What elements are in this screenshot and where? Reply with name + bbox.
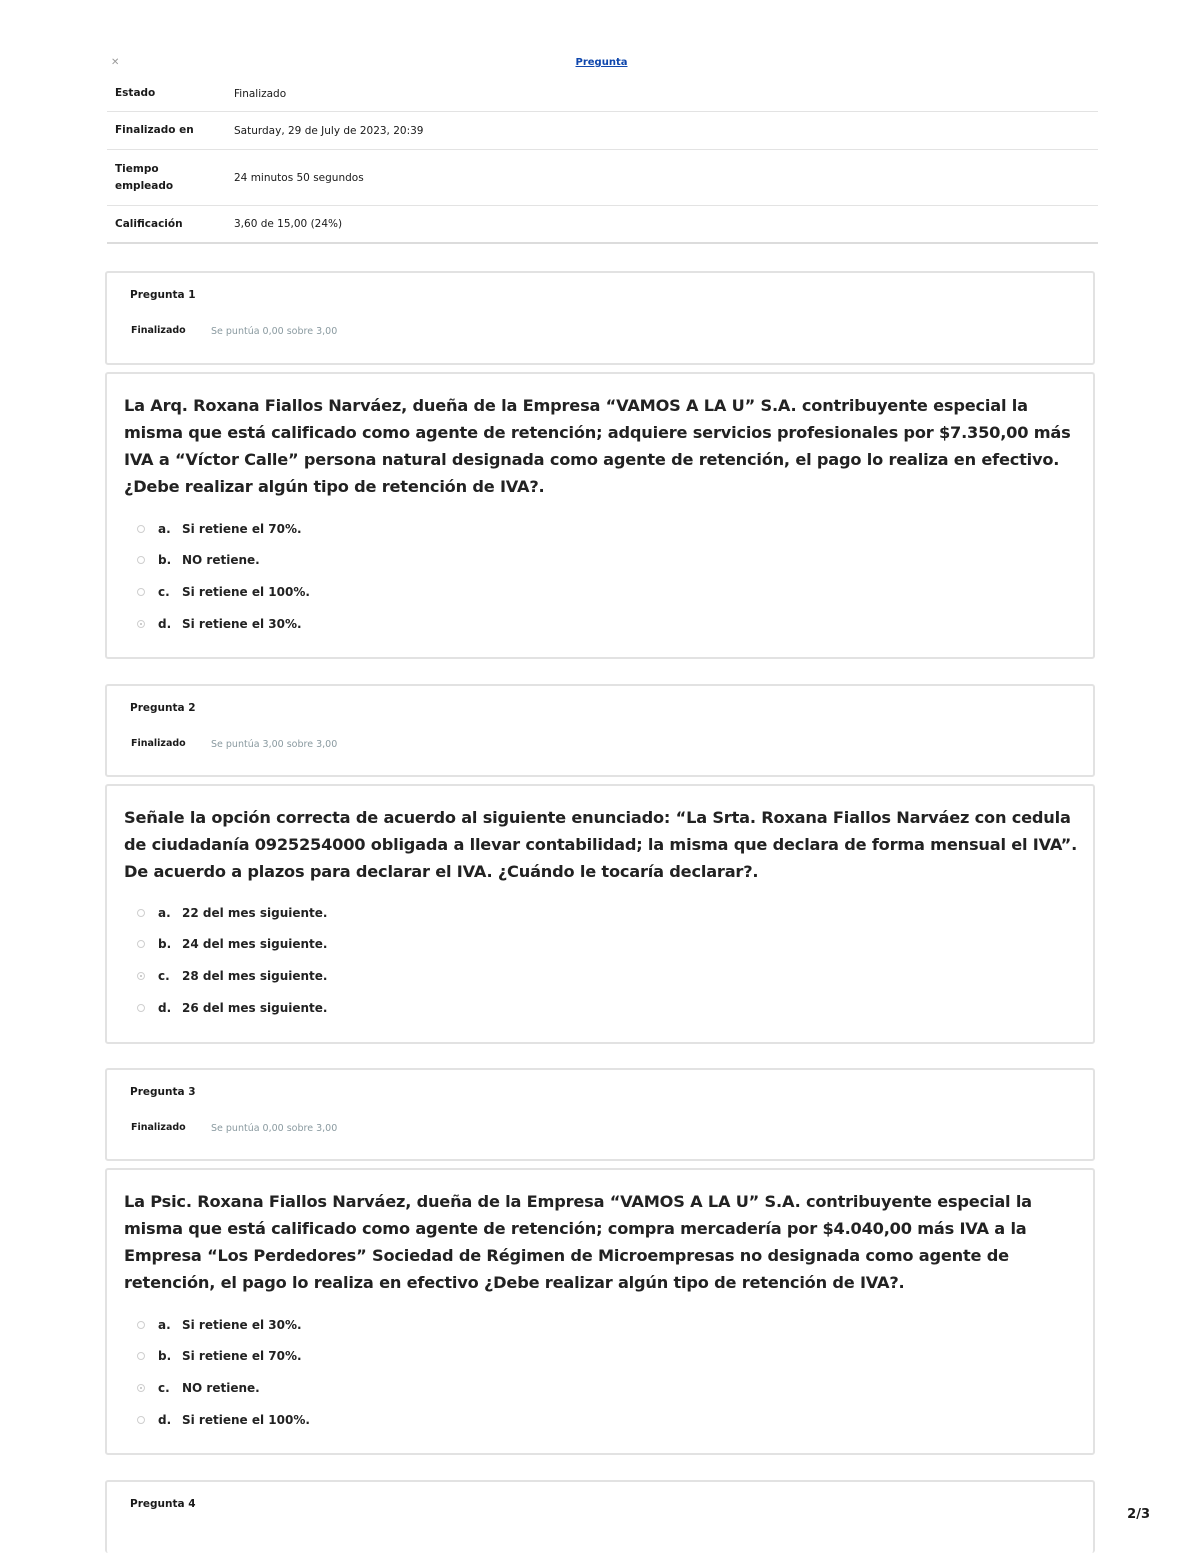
answer-option-b[interactable] xyxy=(137,545,310,577)
answer-letter: c. xyxy=(158,584,170,599)
question-number: Pregunta 2 xyxy=(130,702,196,714)
question-info-1 xyxy=(105,271,1095,365)
answer-letter: b. xyxy=(158,937,172,952)
answer-text: NO retiene. xyxy=(182,1380,260,1395)
summary-row xyxy=(107,112,1098,150)
summary-value: 3,60 de 15,00 (24%) xyxy=(226,206,1098,244)
question-state: Finalizado xyxy=(131,1122,186,1133)
radio-button[interactable] xyxy=(137,525,145,533)
answer-text: NO retiene. xyxy=(182,553,260,568)
summary-row xyxy=(107,150,1098,206)
summary-label: Tiempo empleado xyxy=(107,150,226,206)
radio-button[interactable] xyxy=(137,1416,145,1424)
answer-text: Si retiene el 100%. xyxy=(182,584,310,599)
answer-option-d[interactable] xyxy=(137,608,310,640)
answer-option-a[interactable] xyxy=(137,1309,310,1341)
question-content-2 xyxy=(105,784,1095,1044)
answer-option-d[interactable] xyxy=(137,1404,310,1436)
summary-label: Calificación xyxy=(107,206,226,244)
summary-row xyxy=(107,206,1098,244)
summary-value: 24 minutos 50 segundos xyxy=(226,150,1098,206)
page-number: 2/3 xyxy=(1127,1507,1150,1522)
radio-button-selected[interactable] xyxy=(137,972,145,980)
question-grade: Se puntúa 3,00 sobre 3,00 xyxy=(211,739,338,750)
question-info-4 xyxy=(105,1480,1095,1553)
answer-text: Si retiene el 70%. xyxy=(182,521,302,536)
question-number: Pregunta 1 xyxy=(130,289,196,301)
answer-letter: d. xyxy=(158,1412,172,1427)
question-text: La Arq. Roxana Fiallos Narváez, dueña de la Empresa “VAMOS A LA U” S.A. contribuyente especial la misma que está calificado como agente de retención; adquiere servicios profesionales por $7.350,00 más IVA a “Víctor Calle” persona natural designada como agente de retención, el pago lo realiza en efectivo. ¿Debe realizar algún tipo de retención de IVA?. xyxy=(124,396,1071,496)
summary-label: Finalizado en xyxy=(107,112,226,150)
radio-button-selected[interactable] xyxy=(137,620,145,628)
answer-text: 26 del mes siguiente. xyxy=(182,1000,328,1015)
top-bar xyxy=(105,55,1098,71)
answer-option-b[interactable] xyxy=(137,929,327,961)
question-state: Finalizado xyxy=(131,738,186,749)
answer-letter: a. xyxy=(158,905,171,920)
question-link[interactable]: Pregunta xyxy=(575,57,628,68)
summary-value: Finalizado xyxy=(226,76,1098,112)
answer-text: Si retiene el 30%. xyxy=(182,1317,302,1332)
answer-letter: c. xyxy=(158,968,170,983)
radio-button[interactable] xyxy=(137,556,145,564)
summary-value: Saturday, 29 de July de 2023, 20:39 xyxy=(226,112,1098,150)
question-info-2 xyxy=(105,684,1095,777)
answer-option-d[interactable] xyxy=(137,992,327,1024)
answer-text: Si retiene el 30%. xyxy=(182,616,302,631)
question-grade: Se puntúa 0,00 sobre 3,00 xyxy=(211,1123,338,1134)
answer-list xyxy=(137,897,327,1023)
radio-button[interactable] xyxy=(137,1352,145,1360)
answer-letter: d. xyxy=(158,1000,172,1015)
answer-option-c[interactable] xyxy=(137,1372,310,1404)
radio-button[interactable] xyxy=(137,940,145,948)
radio-button[interactable] xyxy=(137,1321,145,1329)
radio-button[interactable] xyxy=(137,909,145,917)
answer-text: Si retiene el 70%. xyxy=(182,1349,302,1364)
answer-letter: a. xyxy=(158,521,171,536)
answer-text: 24 del mes siguiente. xyxy=(182,937,328,952)
radio-button[interactable] xyxy=(137,588,145,596)
answer-letter: c. xyxy=(158,1380,170,1395)
question-content-3 xyxy=(105,1168,1095,1455)
radio-button-selected[interactable] xyxy=(137,1384,145,1392)
answer-text: 22 del mes siguiente. xyxy=(182,905,328,920)
answer-letter: b. xyxy=(158,553,172,568)
answer-text: 28 del mes siguiente. xyxy=(182,968,328,983)
answer-list xyxy=(137,513,310,639)
question-number: Pregunta 3 xyxy=(130,1086,196,1098)
answer-letter: b. xyxy=(158,1349,172,1364)
question-grade: Se puntúa 0,00 sobre 3,00 xyxy=(211,326,338,337)
question-content-1 xyxy=(105,372,1095,659)
summary-row xyxy=(107,76,1098,112)
summary-label: Estado xyxy=(107,76,226,112)
answer-letter: d. xyxy=(158,616,172,631)
answer-letter: a. xyxy=(158,1317,171,1332)
answer-option-a[interactable] xyxy=(137,897,327,929)
question-info-3 xyxy=(105,1068,1095,1161)
question-state: Finalizado xyxy=(131,325,186,336)
radio-button[interactable] xyxy=(137,1004,145,1012)
answer-option-a[interactable] xyxy=(137,513,310,545)
answer-option-b[interactable] xyxy=(137,1341,310,1373)
answer-list xyxy=(137,1309,310,1435)
answer-text: Si retiene el 100%. xyxy=(182,1412,310,1427)
question-text: Señale la opción correcta de acuerdo al siguiente enunciado: “La Srta. Roxana Fiallos Narváez con cedula de ciudadanía 0925254000 obligada a llevar contabilidad; la misma que declara de forma mensual el IVA”. De acuerdo a plazos para declarar el IVA. ¿Cuándo le tocaría declarar?. xyxy=(124,808,1078,881)
answer-option-c[interactable] xyxy=(137,576,310,608)
question-number: Pregunta 4 xyxy=(130,1498,196,1510)
question-text: La Psic. Roxana Fiallos Narváez, dueña de la Empresa “VAMOS A LA U” S.A. contribuyente especial la misma que está calificado como agente de retención; compra mercadería por $4.040,00 más IVA a la Empresa “Los Perdedores” Sociedad de Régimen de Microempresas no designada como agente de retención, el pago lo realiza en efectivo ¿Debe realizar algún tipo de retención de IVA?. xyxy=(124,1192,1032,1292)
attempt-summary-table xyxy=(107,76,1098,244)
answer-option-c[interactable] xyxy=(137,960,327,992)
close-icon[interactable]: ✕ xyxy=(111,57,120,68)
